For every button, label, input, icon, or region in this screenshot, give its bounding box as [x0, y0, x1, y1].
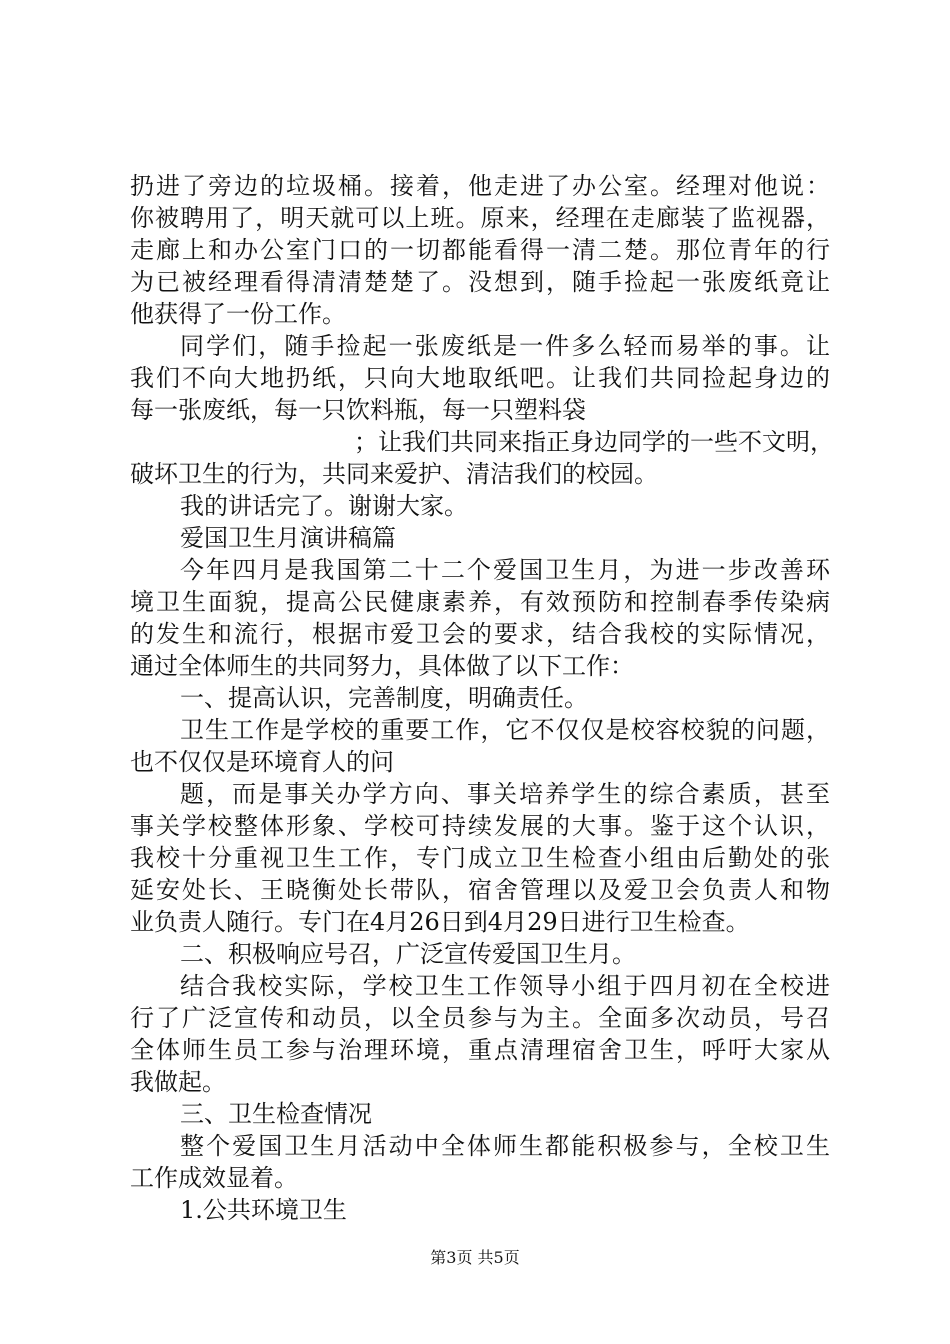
text-line: ；让我们共同来指正身边同学的一些不文明，: [354, 428, 834, 456]
text-line: 事关学校整体形象、学校可持续发展的大事。鉴于这个认识，: [130, 812, 830, 840]
text-line: 破坏卫生的行为，共同来爱护、清洁我们的校园。: [130, 460, 658, 488]
text-line: 全体师生员工参与治理环境，重点清理宿舍卫生，呼吁大家从: [130, 1036, 830, 1064]
text-line: 境卫生面貌，提高公民健康素养，有效预防和控制春季传染病: [130, 588, 830, 616]
text-line: 结合我校实际，学校卫生工作领导小组于四月初在全校进: [180, 972, 830, 1000]
text-line: 我校十分重视卫生工作，专门成立卫生检查小组由后勤处的张: [130, 844, 830, 872]
text-line: 的发生和流行，根据市爱卫会的要求，结合我校的实际情况，: [130, 620, 830, 648]
text-line: 我的讲话完了。谢谢大家。: [180, 492, 468, 520]
text-line: 1.公共环境卫生: [180, 1196, 347, 1224]
text-line: 他获得了一份工作。: [130, 300, 346, 328]
text-line: 走廊上和办公室门口的一切都能看得一清二楚。那位青年的行: [130, 236, 830, 264]
text-line: 今年四月是我国第二十二个爱国卫生月，为进一步改善环: [180, 556, 830, 584]
text-line: 通过全体师生的共同努力，具体做了以下工作：: [130, 652, 634, 680]
text-line: 卫生工作是学校的重要工作，它不仅仅是校容校貌的问题，: [180, 716, 830, 744]
text-line: 整个爱国卫生月活动中全体师生都能积极参与，全校卫生: [180, 1132, 830, 1160]
text-line: 你被聘用了，明天就可以上班。原来，经理在走廊装了监视器，: [130, 204, 830, 232]
text-line: 工作成效显着。: [130, 1164, 298, 1192]
page-footer: 第3页 共5页: [430, 1248, 520, 1267]
text-line: 一、提高认识，完善制度，明确责任。: [180, 684, 588, 712]
text-line: 每一张废纸，每一只饮料瓶，每一只塑料袋: [130, 396, 586, 424]
text-line: 扔进了旁边的垃圾桶。接着，他走进了办公室。经理对他说：: [130, 172, 830, 200]
text-line: 也不仅仅是环境育人的问: [130, 748, 394, 776]
text-line: 行了广泛宣传和动员，以全员参与为主。全面多次动员，号召: [130, 1004, 830, 1032]
text-line: 我做起。: [130, 1068, 226, 1096]
text-line: 延安处长、王晓衡处长带队，宿舍管理以及爱卫会负责人和物: [130, 876, 830, 904]
text-line: 我们不向大地扔纸，只向大地取纸吧。让我们共同捡起身边的: [130, 364, 830, 392]
text-line: 爱国卫生月演讲稿篇: [180, 524, 396, 552]
text-line: 三、卫生检查情况: [180, 1100, 372, 1128]
text-line: 同学们，随手捡起一张废纸是一件多么轻而易举的事。让: [180, 332, 830, 360]
text-line: 为已被经理看得清清楚楚了。没想到，随手捡起一张废纸竟让: [130, 268, 830, 296]
document-body: [130, 170, 834, 1226]
text-line: 题，而是事关办学方向、事关培养学生的综合素质，甚至: [180, 780, 830, 808]
text-line: 业负责人随行。专门在4月26日到4月29日进行卫生检查。: [130, 908, 750, 936]
text-line: 二、积极响应号召，广泛宣传爱国卫生月。: [180, 940, 636, 968]
